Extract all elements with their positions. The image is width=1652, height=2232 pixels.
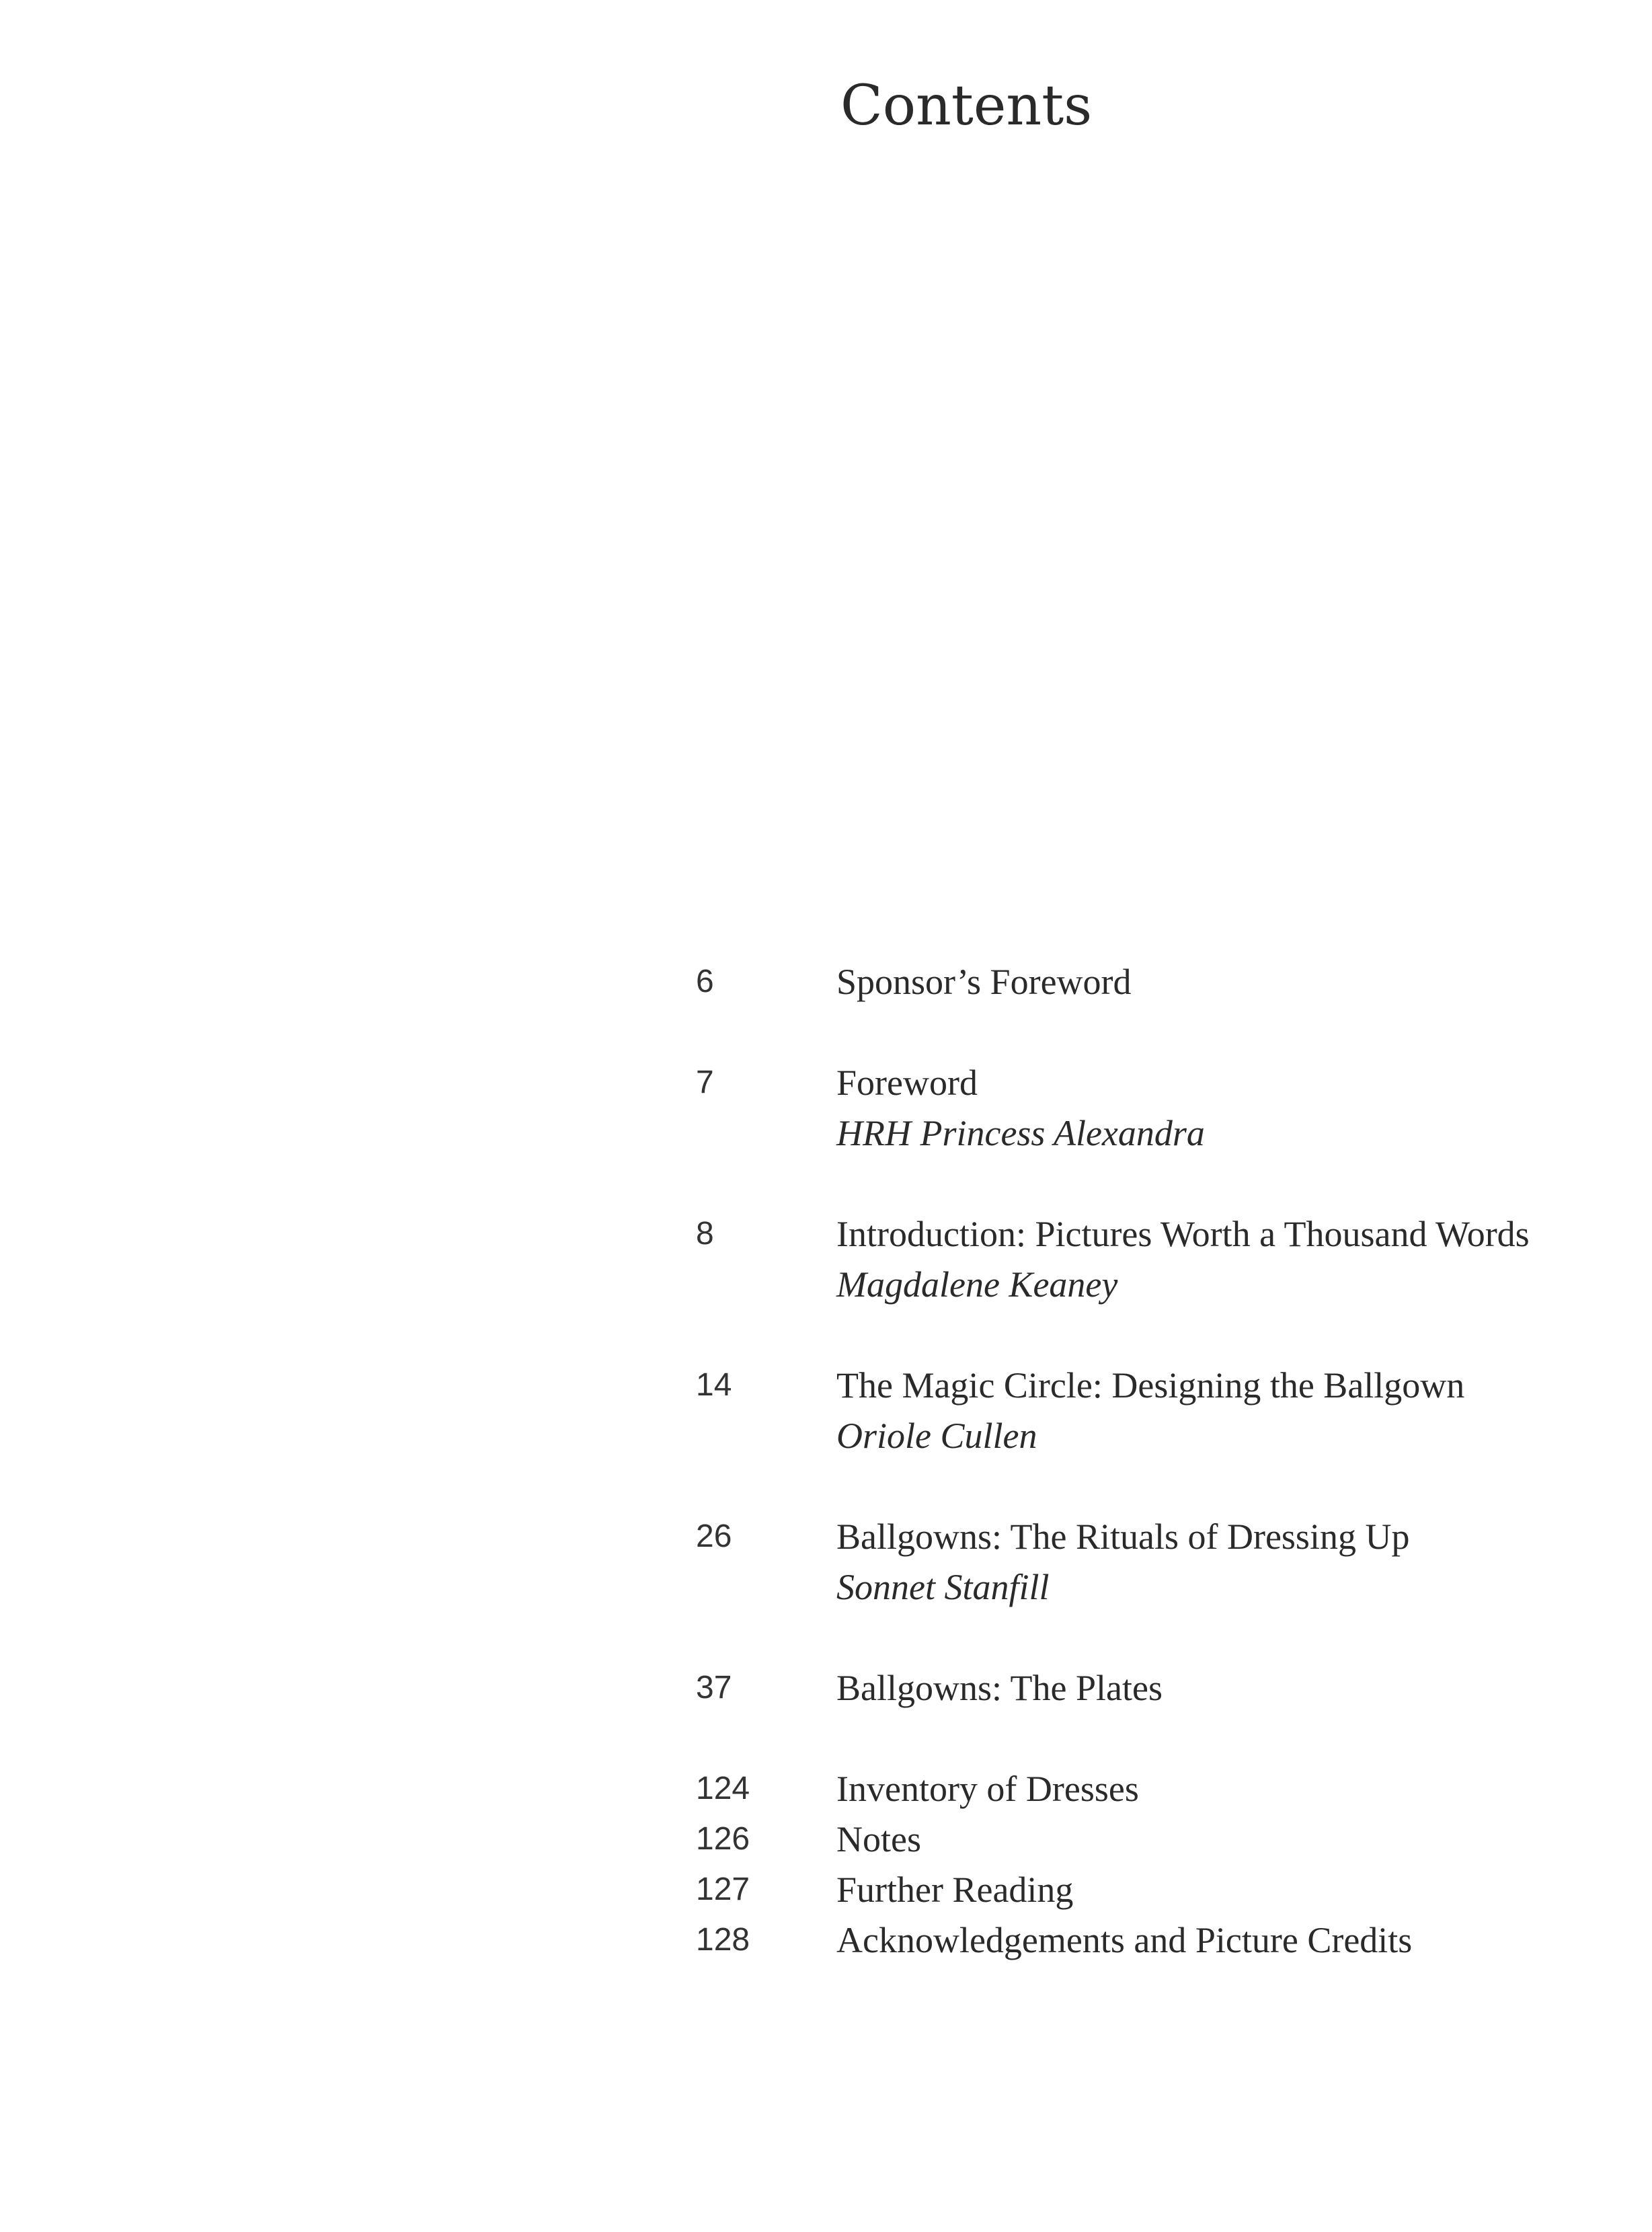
- toc-entry-author: Magdalene Keaney: [836, 1264, 1118, 1305]
- toc-page-number: 14: [696, 1367, 732, 1403]
- toc-page-number: 128: [696, 1922, 750, 1958]
- toc-entry-title: Ballgowns: The Rituals of Dressing Up: [836, 1516, 1410, 1557]
- toc-entry-author: HRH Princess Alexandra: [836, 1113, 1205, 1153]
- toc-page-number: 124: [696, 1771, 750, 1806]
- toc-entry-title: Ballgowns: The Plates: [836, 1668, 1163, 1708]
- toc-entry-title: The Magic Circle: Designing the Ballgown: [836, 1365, 1465, 1406]
- toc-entry-author: Oriole Cullen: [836, 1416, 1037, 1456]
- toc-page-number: 126: [696, 1821, 750, 1857]
- toc-page-number: 7: [696, 1065, 714, 1100]
- toc-entry-title: Inventory of Dresses: [836, 1769, 1139, 1809]
- toc-entry-title: Notes: [836, 1819, 921, 1859]
- toc-page-number: 26: [696, 1518, 732, 1554]
- toc-entry-title: Further Reading: [836, 1870, 1074, 1910]
- toc-entry-title: Acknowledgements and Picture Credits: [836, 1920, 1413, 1960]
- toc-entry-title: Foreword: [836, 1063, 978, 1103]
- toc-page-number: 6: [696, 964, 714, 999]
- page-title: Contents: [840, 74, 1093, 138]
- toc-page-number: 127: [696, 1872, 750, 1907]
- toc-entry-title: Introduction: Pictures Worth a Thousand Words: [836, 1214, 1530, 1254]
- toc-page-number: 37: [696, 1670, 732, 1705]
- toc-page-number: 8: [696, 1216, 714, 1252]
- toc-entry-author: Sonnet Stanfill: [836, 1567, 1050, 1607]
- toc-entry-title: Sponsor’s Foreword: [836, 962, 1132, 1002]
